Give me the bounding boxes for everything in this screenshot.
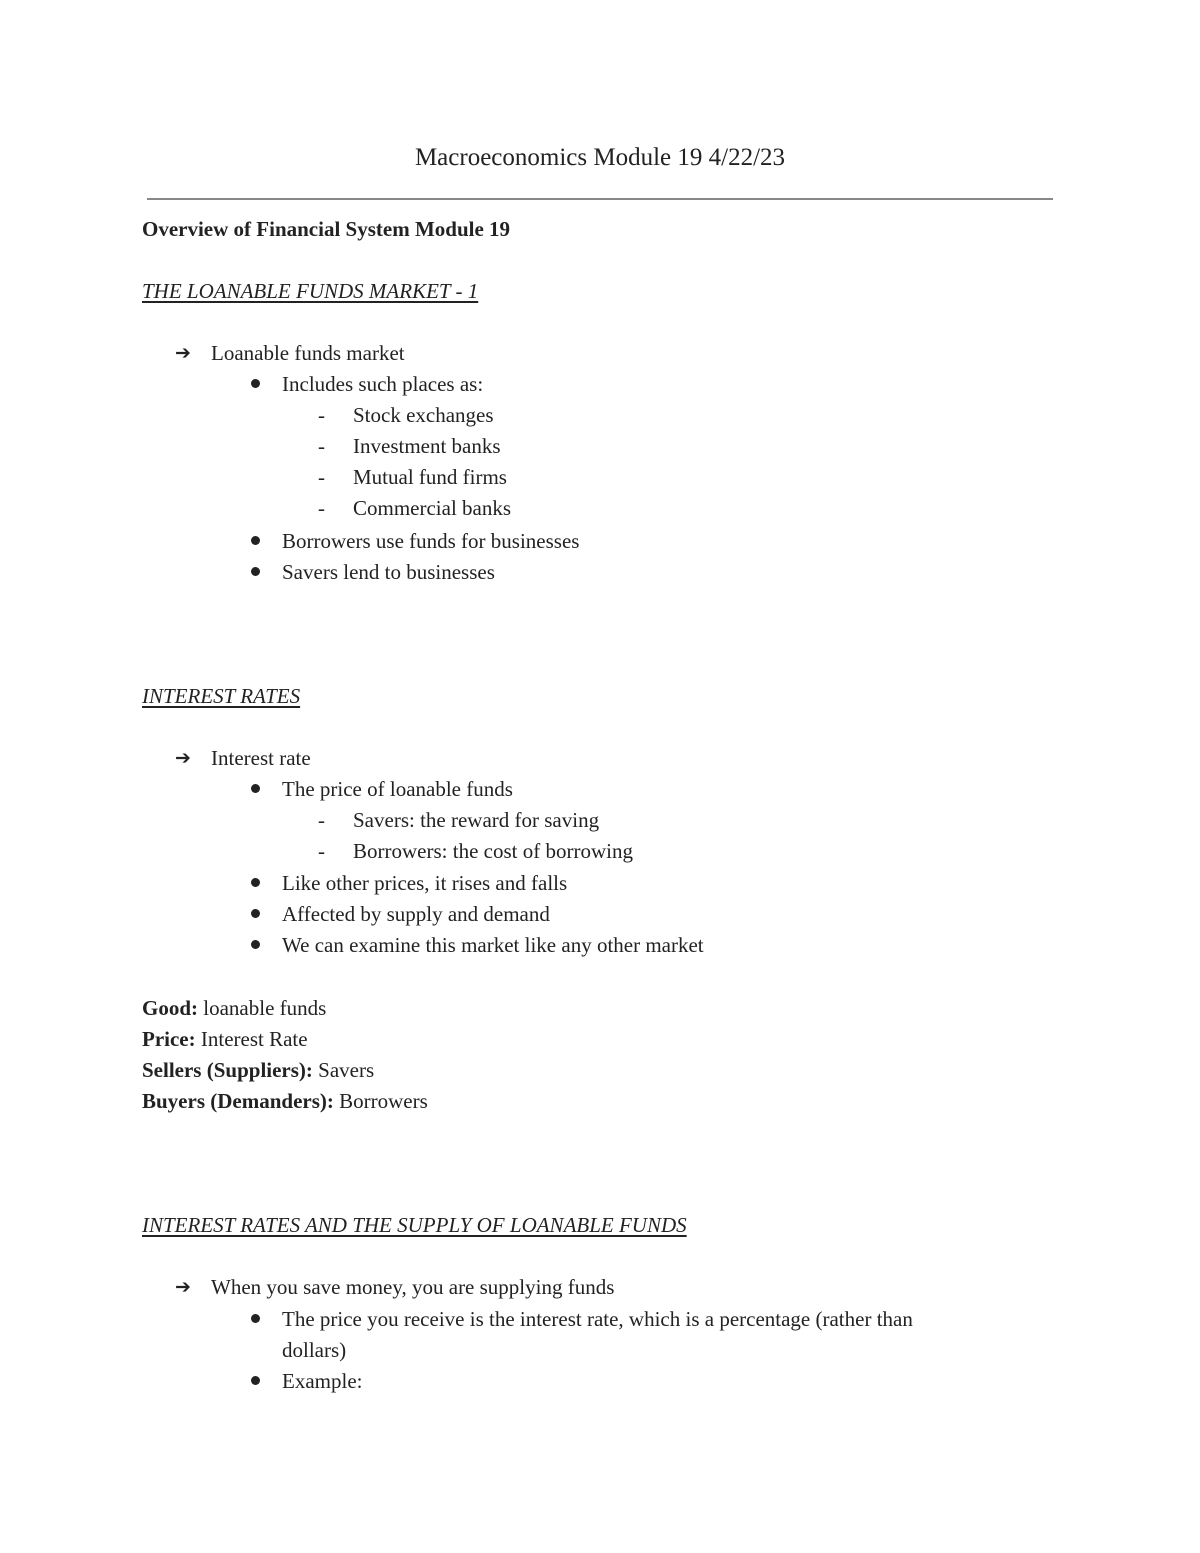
list-item-continuation: dollars) xyxy=(282,1338,347,1362)
list-item: Includes such places as: xyxy=(282,372,484,396)
list-item: Savers lend to businesses xyxy=(282,560,495,584)
dash-icon: - xyxy=(318,434,325,458)
subtitle: Overview of Financial System Module 19 xyxy=(142,217,511,241)
list-item: We can examine this market like any other market xyxy=(282,933,704,957)
list-item: Mutual fund firms xyxy=(353,465,507,489)
definition-price xyxy=(142,1025,308,1053)
bullet-icon xyxy=(251,379,260,388)
list-item: Borrowers use funds for businesses xyxy=(282,529,580,553)
definition-value: Borrowers xyxy=(339,1089,428,1113)
definition-value: Interest Rate xyxy=(200,1027,308,1051)
definition-term: Price: xyxy=(142,1027,196,1051)
definition-buyers xyxy=(142,1087,428,1115)
document-title: Macroeconomics Module 19 4/22/23 xyxy=(414,144,786,171)
bullet-icon xyxy=(251,567,260,576)
horizontal-rule xyxy=(147,198,1053,200)
definition-value: loanable funds xyxy=(203,996,327,1020)
list-item: Like other prices, it rises and falls xyxy=(282,871,568,895)
bullet-icon xyxy=(251,536,260,545)
list-item: When you save money, you are supplying funds xyxy=(211,1275,615,1299)
bullet-icon xyxy=(251,909,260,918)
bullet-icon xyxy=(251,940,260,949)
definition-value: Savers xyxy=(318,1058,375,1082)
list-item: The price of loanable funds xyxy=(282,777,513,801)
bullet-icon xyxy=(251,878,260,887)
dash-icon: - xyxy=(318,808,325,832)
dash-icon: - xyxy=(318,496,325,520)
arrow-icon: ➔ xyxy=(175,1276,191,1298)
list-item: Savers: the reward for saving xyxy=(353,808,600,832)
section-heading-interest-rates: INTEREST RATES xyxy=(142,684,301,708)
list-item: Affected by supply and demand xyxy=(282,902,550,926)
bullet-icon xyxy=(251,784,260,793)
definition-term: Buyers (Demanders): xyxy=(142,1089,334,1113)
list-item: Commercial banks xyxy=(353,496,512,520)
dash-icon: - xyxy=(318,839,325,863)
dash-icon: - xyxy=(318,403,325,427)
list-item: Example: xyxy=(282,1369,363,1393)
section-heading-supply-of-loanable-funds: INTEREST RATES AND THE SUPPLY OF LOANABLE FUNDS xyxy=(142,1213,687,1237)
list-item: Loanable funds market xyxy=(211,341,405,365)
definition-term: Good: xyxy=(142,996,199,1020)
list-item: Stock exchanges xyxy=(353,403,494,427)
list-item: Investment banks xyxy=(353,434,501,458)
bullet-icon xyxy=(251,1376,260,1385)
definition-good xyxy=(142,994,326,1022)
arrow-icon: ➔ xyxy=(175,747,191,769)
definition-sellers xyxy=(142,1056,374,1084)
section-heading-loanable-funds-market: THE LOANABLE FUNDS MARKET - 1 xyxy=(142,279,479,303)
bullet-icon xyxy=(251,1314,260,1323)
definition-term: Sellers (Suppliers): xyxy=(142,1058,313,1082)
dash-icon: - xyxy=(318,465,325,489)
list-item: The price you receive is the interest rate, which is a percentage (rather than xyxy=(282,1307,913,1331)
list-item: Interest rate xyxy=(211,746,311,770)
list-item: Borrowers: the cost of borrowing xyxy=(353,839,633,863)
arrow-icon: ➔ xyxy=(175,342,191,364)
